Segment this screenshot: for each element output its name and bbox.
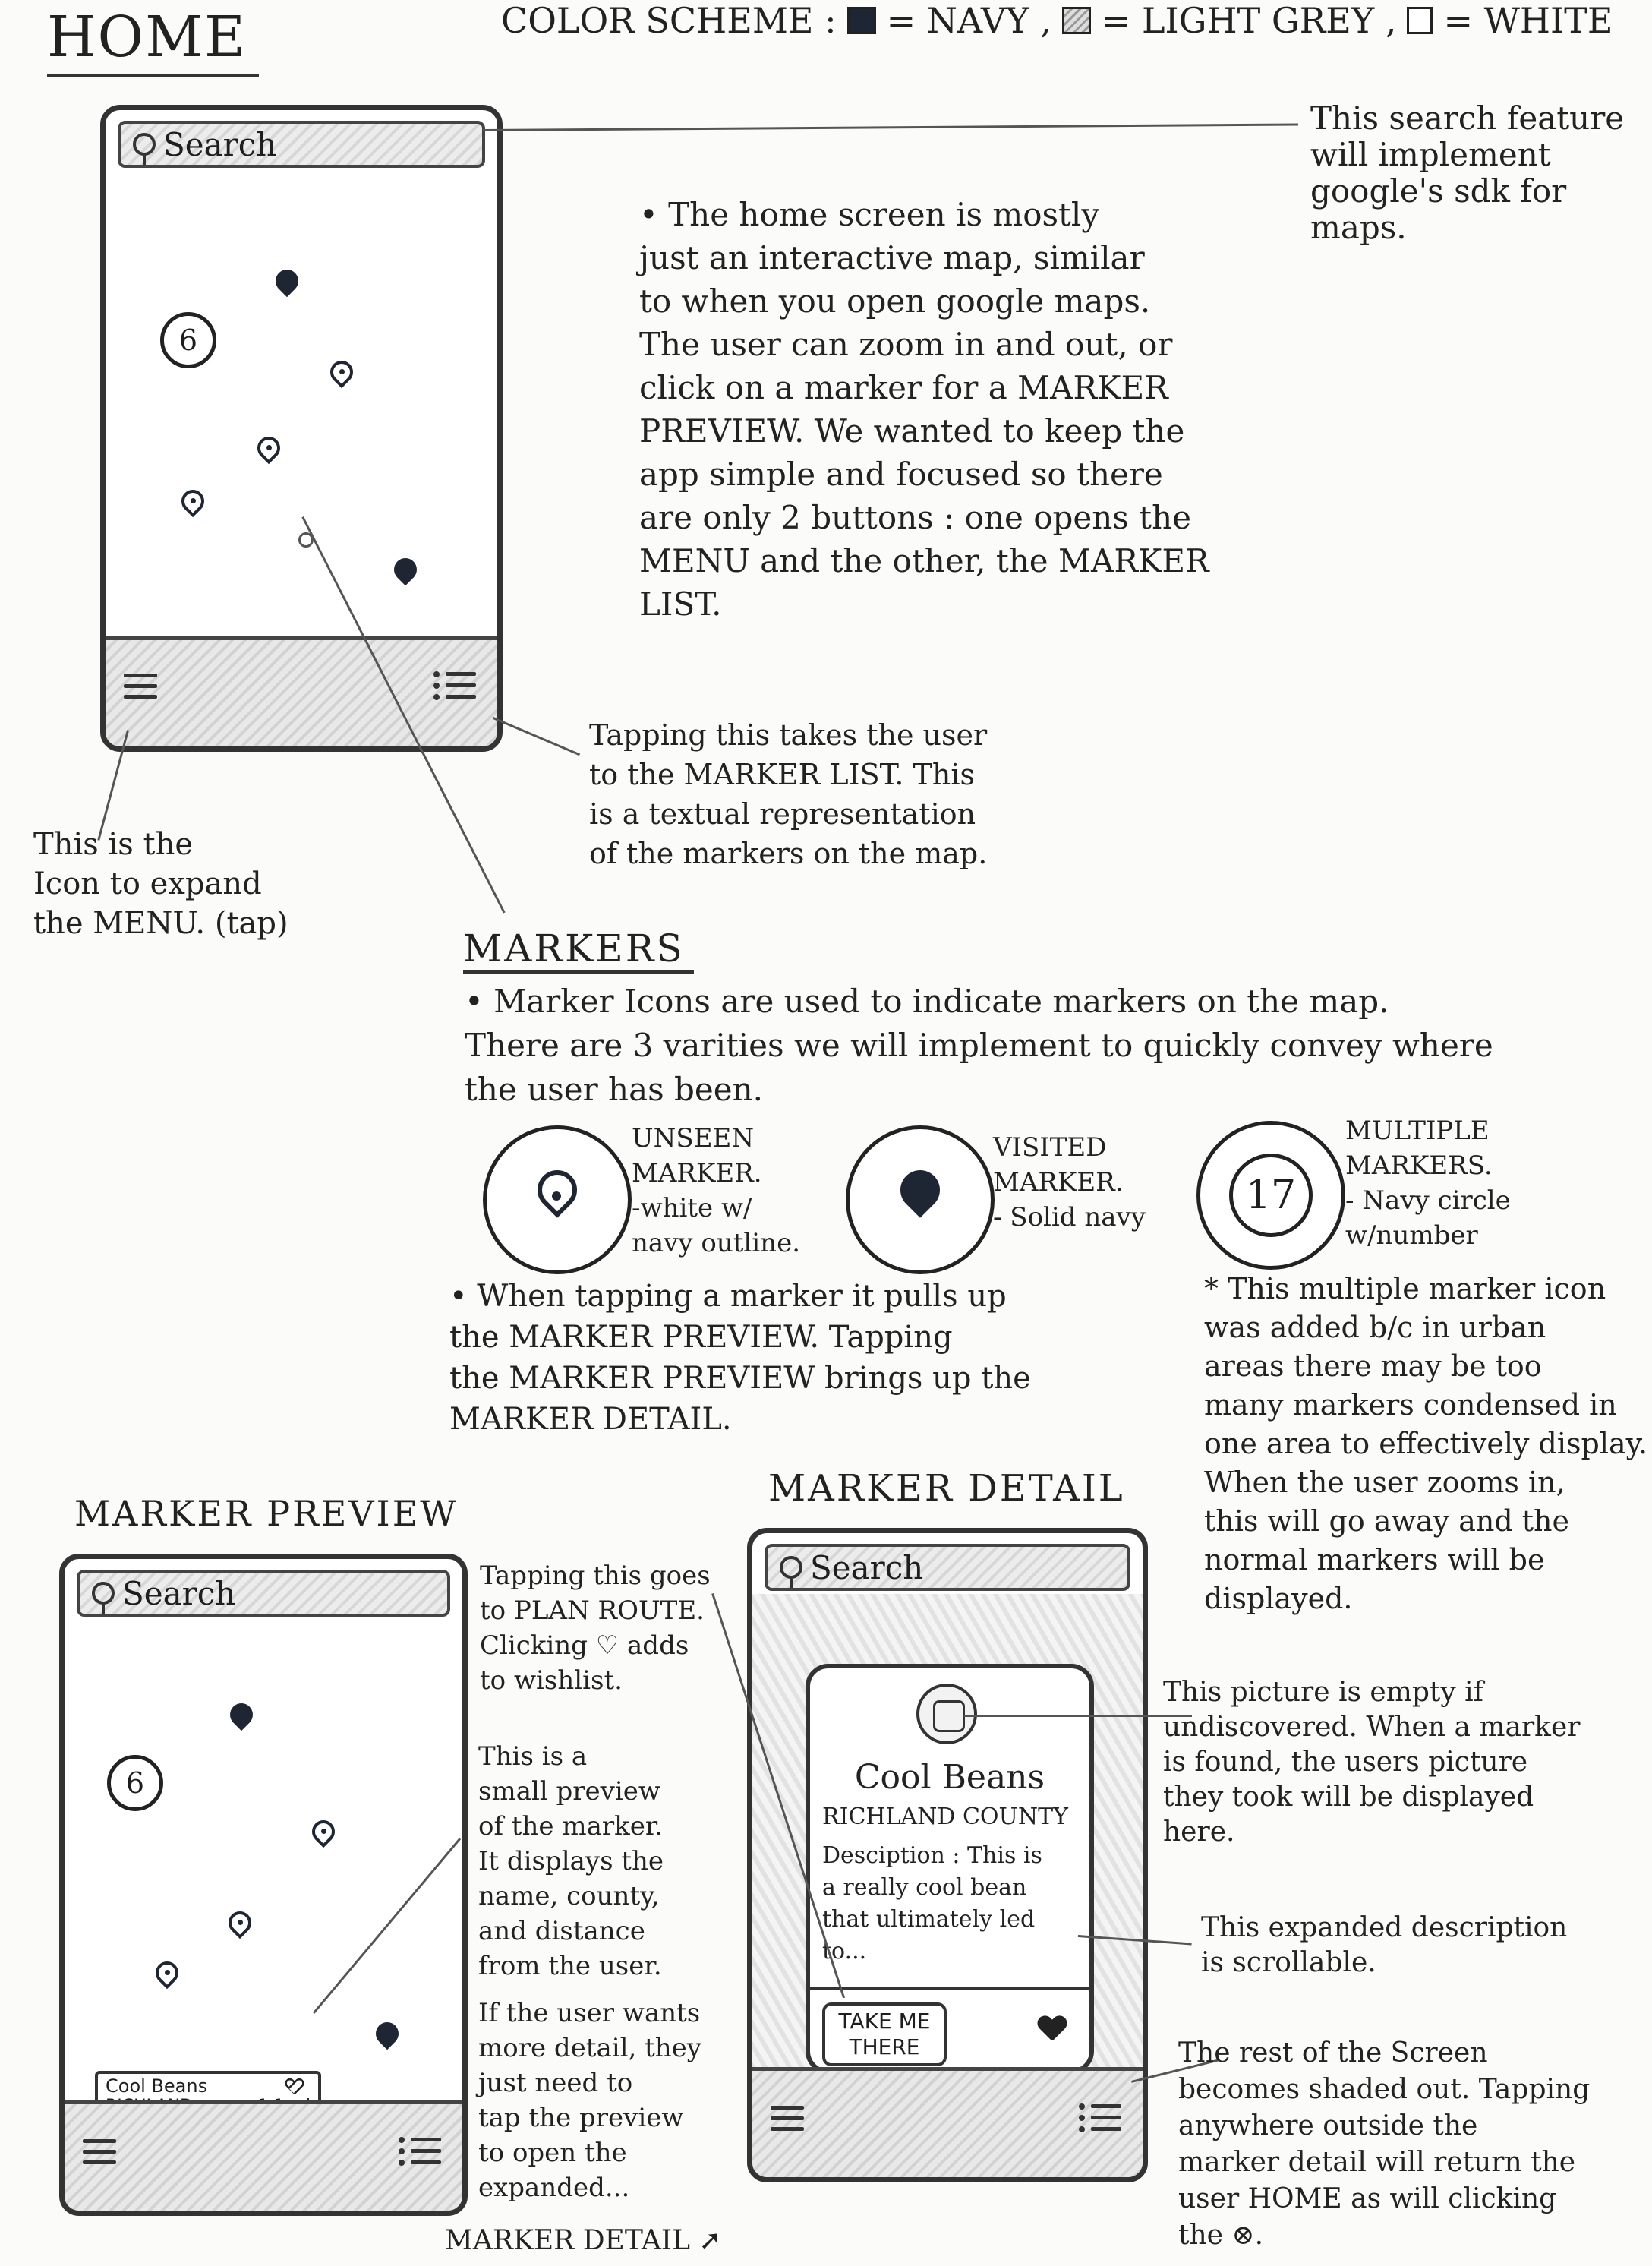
home-bottom-bar	[106, 636, 497, 746]
multiple-marker-icon	[1229, 1154, 1313, 1237]
detail-search-bar[interactable]	[765, 1544, 1130, 1591]
small-preview-note: This is a small preview of the marker. It displays the name, county, and distance from the user.	[478, 1741, 664, 1981]
home-search-input[interactable]: Search	[163, 125, 277, 163]
marker-preview-phone-frame	[59, 1554, 468, 2216]
marker-tap-note: • When tapping a marker it pulls up the MARKER PREVIEW. Tapping the MARKER PREVIEW brings up the MARKER DETAIL.	[449, 1279, 1031, 1437]
marker-preview-heading: MARKER PREVIEW	[74, 1493, 459, 1534]
preview-search-bar[interactable]	[77, 1570, 450, 1617]
marker-list-connector-line	[493, 717, 580, 756]
marker-detail-link-label: MARKER DETAIL	[445, 2225, 690, 2256]
visited-marker-icon[interactable]	[376, 2022, 399, 2056]
menu-icon-note: This is the Icon to expand the MENU. (tap)	[33, 827, 288, 941]
multiple-marker-label: MULTIPLE MARKERS. - Navy circle w/number	[1345, 1116, 1511, 1251]
visited-marker-icon[interactable]	[276, 270, 298, 303]
preview-card-name: Cool Beans	[106, 2075, 208, 2097]
marker-list-icon[interactable]	[433, 672, 476, 710]
unseen-marker-icon[interactable]	[229, 1911, 251, 1945]
unseen-marker-icon[interactable]	[330, 361, 353, 394]
plan-route-note: Tapping this goes to PLAN ROUTE. Clicking ♡ adds to wishlist.	[480, 1561, 711, 1696]
search-connector-line	[483, 124, 1298, 131]
visited-marker-icon[interactable]	[394, 558, 417, 592]
marker-list-note: Tapping this takes the user to the MARKER LIST. This is a textual representation of the markers on the map.	[589, 718, 988, 870]
search-icon	[92, 1582, 115, 1605]
color-scheme-legend	[501, 0, 1613, 41]
picture-note: This picture is empty if undiscovered. When a marker is found, the users picture they took will be displayed here.	[1163, 1677, 1581, 1848]
take-me-there-button[interactable]: TAKE ME THERE	[822, 2002, 947, 2066]
scrollable-description-note: This expanded description is scrollable.	[1201, 1912, 1568, 1978]
detail-search-input[interactable]: Search	[810, 1548, 924, 1586]
visited-marker-label: VISITED MARKER. - Solid navy	[993, 1132, 1146, 1232]
marker-detail-link[interactable]	[445, 2225, 722, 2256]
light-grey-label: = LIGHT GREY ,	[1101, 0, 1397, 41]
cluster-marker-icon[interactable]	[160, 312, 216, 368]
visited-marker-icon[interactable]	[230, 1703, 253, 1737]
menu-icon[interactable]	[83, 2139, 116, 2165]
menu-icon[interactable]	[124, 674, 157, 699]
marker-detail-modal	[806, 1664, 1094, 2074]
multiple-marker-legend	[1196, 1121, 1345, 1270]
white-swatch	[1407, 7, 1433, 34]
markers-heading: MARKERS	[463, 926, 694, 974]
detail-description[interactable]: Desciption : This is a really cool bean that ultimately led to...	[822, 1842, 1042, 1965]
cluster-marker-icon[interactable]	[107, 1755, 163, 1811]
more-detail-note: If the user wants more detail, they just need to tap the preview to open the expanded...	[478, 1998, 701, 2203]
navy-label: = NAVY ,	[886, 0, 1051, 41]
unseen-marker-icon[interactable]	[181, 490, 204, 523]
wishlist-heart-icon[interactable]	[1038, 2016, 1067, 2044]
unseen-marker-legend	[483, 1125, 632, 1274]
multiple-marker-count: 17	[1245, 1172, 1297, 1218]
detail-name: Cool Beans	[854, 1758, 1045, 1797]
preview-bottom-bar	[65, 2100, 462, 2211]
home-phone-frame	[100, 105, 503, 752]
picture-icon	[933, 1700, 965, 1732]
light-grey-swatch	[1062, 7, 1091, 34]
cluster-count: 6	[125, 1766, 145, 1800]
search-icon	[133, 133, 156, 156]
menu-icon[interactable]	[771, 2106, 804, 2132]
marker-detail-phone-frame	[747, 1528, 1148, 2182]
unseen-marker-icon[interactable]	[257, 437, 280, 470]
wishlist-heart-icon[interactable]	[285, 2078, 304, 2096]
home-description-note: • The home screen is mostly just an interactive map, similar to when you open google maps. The user can zoom in and out, or click on a marker for a MARKER PREVIEW. We wanted to keep the app simple and focused so there are only 2 buttons : one opens the MENU and the other, the MARKER LIST.	[639, 196, 1209, 623]
marker-list-icon[interactable]	[399, 2138, 441, 2176]
home-search-bar[interactable]	[118, 121, 485, 168]
marker-picture-placeholder	[916, 1684, 977, 1744]
unseen-marker-label: UNSEEN MARKER. -white w/ navy outline.	[632, 1123, 800, 1258]
shaded-screen-note: The rest of the Screen becomes shaded out. Tapping anywhere outside the marker detail will return the user HOME as will clicking the ⊗.	[1178, 2037, 1591, 2251]
home-map[interactable]	[106, 171, 497, 640]
navy-swatch	[847, 7, 876, 34]
unseen-marker-icon[interactable]	[156, 1961, 178, 1995]
visited-marker-icon	[892, 1162, 948, 1218]
page-title: HOME	[47, 5, 259, 77]
multiple-marker-note: * This multiple marker icon was added b/c in urban areas there may be too many markers condensed in one area to effectively display. When the user zooms in, this will go away and the normal markers will be displayed.	[1204, 1272, 1648, 1615]
preview-map[interactable]	[65, 1620, 462, 2104]
markers-intro: • Marker Icons are used to indicate markers on the map. There are 3 varities we will implement to quickly convey where the user has been.	[465, 983, 1493, 1108]
detail-county: RICHLAND COUNTY	[822, 1804, 1068, 1830]
color-scheme-label: COLOR SCHEME :	[501, 0, 837, 41]
search-icon	[780, 1556, 802, 1579]
cluster-count: 6	[178, 323, 198, 357]
picture-connector-line	[964, 1715, 1192, 1717]
visited-marker-legend	[846, 1125, 995, 1274]
preview-search-input[interactable]: Search	[122, 1574, 236, 1612]
detail-bottom-bar	[752, 2067, 1143, 2177]
unseen-marker-icon[interactable]	[312, 1820, 335, 1854]
marker-list-icon[interactable]	[1079, 2104, 1121, 2142]
unseen-marker-icon	[529, 1162, 585, 1218]
arrow-icon: ➚	[698, 2225, 722, 2256]
search-feature-note: This search feature will implement google's sdk for maps.	[1310, 99, 1625, 246]
white-label: = WHITE	[1443, 0, 1613, 41]
marker-detail-heading: MARKER DETAIL	[768, 1467, 1125, 1510]
